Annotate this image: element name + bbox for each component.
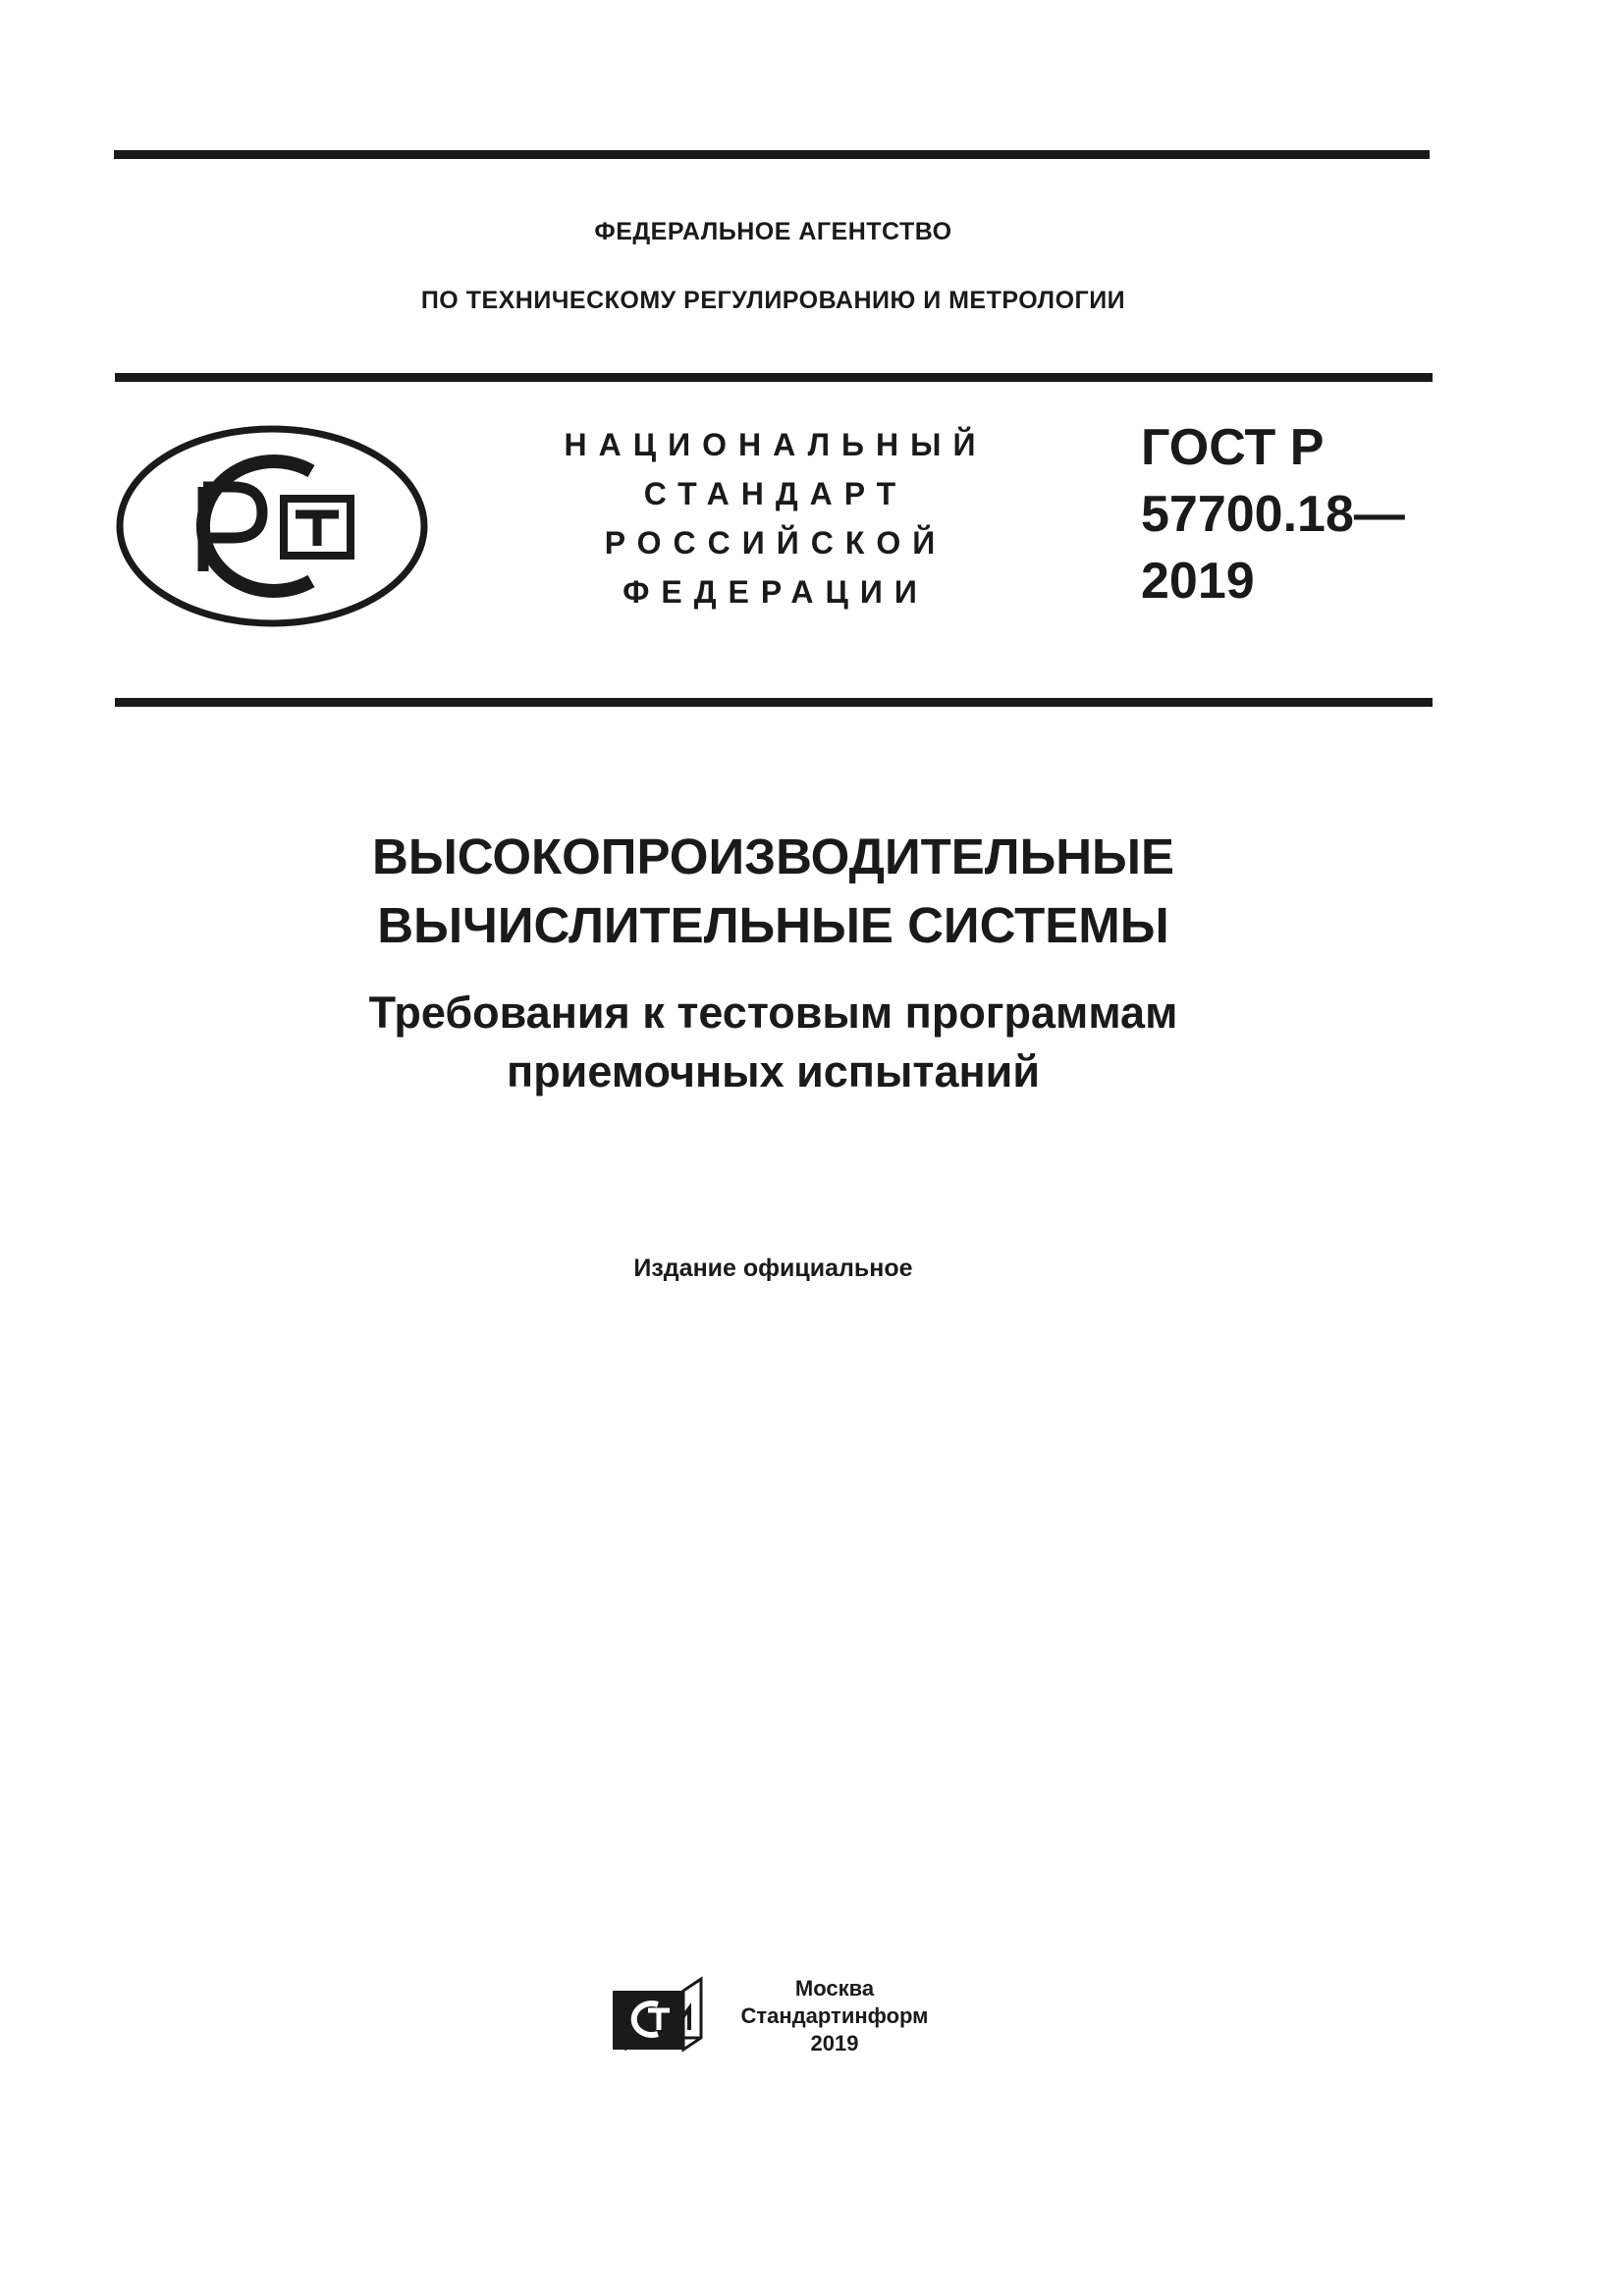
standartinform-logo-icon [611, 1975, 705, 2054]
publisher-name: Стандартинформ [740, 2003, 929, 2028]
top-divider [114, 150, 1430, 159]
publisher-city: Москва [794, 1976, 875, 2001]
document-title-line-1: ВЫСОКОПРОИЗВОДИТЕЛЬНЫЕ [372, 828, 1174, 884]
header-divider [115, 373, 1433, 382]
title-divider [115, 698, 1433, 707]
document-subtitle [0, 984, 1546, 1101]
standard-type-line-2: СТАНДАРТ [643, 476, 908, 511]
document-subtitle-line-2: приемочных испытаний [507, 1046, 1040, 1096]
document-number [1141, 414, 1405, 614]
publisher-year: 2019 [810, 2031, 859, 2056]
standard-type-line-3: РОССИЙСКОЙ [604, 525, 947, 561]
document-title-line-2: ВЫЧИСЛИТЕЛЬНЫЕ СИСТЕМЫ [377, 897, 1169, 953]
agency-line-2: ПО ТЕХНИЧЕСКОМУ РЕГУЛИРОВАНИЮ И МЕТРОЛОГИИ [420, 287, 1126, 314]
standard-type-line-4: ФЕДЕРАЦИИ [623, 574, 929, 610]
agency-line-1: ФЕДЕРАЛЬНОЕ АГЕНТСТВО [594, 218, 952, 245]
standard-type-line-1: НАЦИОНАЛЬНЫЙ [564, 427, 988, 462]
publisher-block [731, 1975, 938, 2057]
document-number-line-1: ГОСТ Р [1141, 419, 1325, 476]
gost-r-logo-icon [115, 424, 429, 628]
document-subtitle-line-1: Требования к тестовым программам [368, 988, 1178, 1038]
standard-type [550, 420, 1001, 616]
document-number-line-3: 2019 [1141, 553, 1255, 610]
document-title [0, 823, 1546, 960]
document-number-line-2: 57700.18— [1141, 486, 1405, 543]
edition-note: Издание официальное [633, 1255, 913, 1282]
